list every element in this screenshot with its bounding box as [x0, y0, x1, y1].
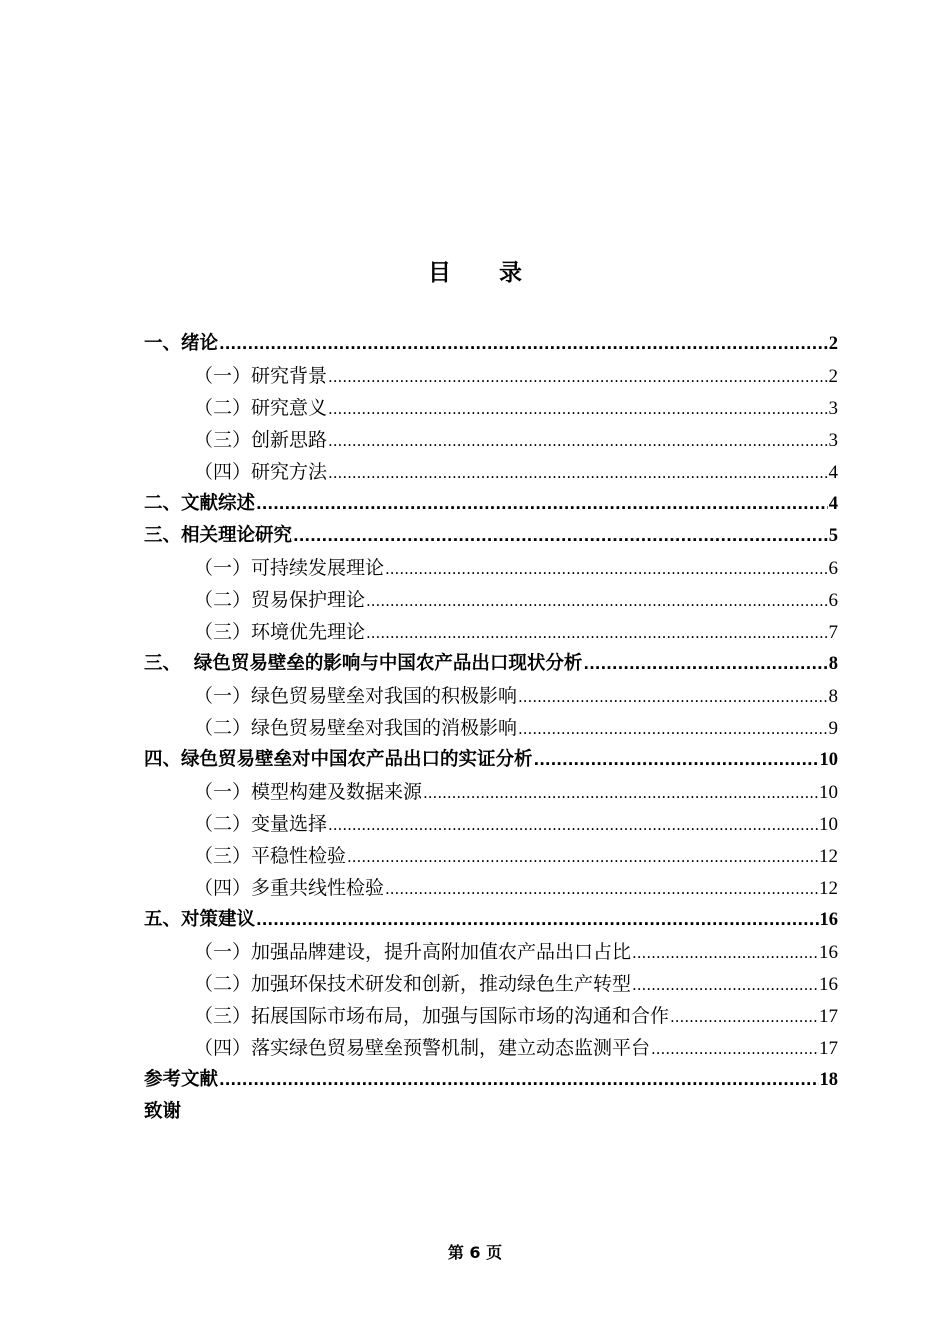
toc-entry-page: 10 [819, 782, 838, 803]
toc-leader-dots [518, 680, 827, 713]
toc-entry-label: 五、对策建议 [144, 909, 256, 930]
toc-entry-model-and-data[interactable] [144, 776, 838, 808]
toc-leader-dots [256, 904, 818, 936]
toc-entry-research-significance[interactable] [144, 392, 838, 424]
toc-entry-research-methods[interactable] [144, 456, 838, 488]
toc-entry-page: 17 [819, 1038, 838, 1059]
toc-entry-label: （二）变量选择 [194, 813, 328, 835]
toc-leader-dots [328, 424, 827, 457]
toc-entry-label: （二）加强环保技术研发和创新，推动绿色生产转型 [194, 973, 632, 995]
toc-entry-label: 四、绿色贸易壁垒对中国农产品出口的实证分析 [144, 749, 533, 770]
toc-entry-label: 一、绪论 [144, 333, 219, 354]
toc-entry-page: 16 [819, 910, 838, 930]
toc-title-part2: 录 [499, 260, 522, 286]
toc-leader-dots [583, 648, 827, 680]
toc-entry-page: 6 [828, 558, 838, 579]
toc-entry-label: （二）绿色贸易壁垒对我国的消极影响 [194, 717, 518, 739]
toc-entry-label: 三、相关理论研究 [144, 525, 293, 546]
toc-entry-page: 12 [819, 878, 838, 899]
toc-entry-page: 4 [828, 462, 838, 483]
toc-entry-page: 16 [819, 974, 838, 995]
toc-title [0, 254, 950, 287]
toc-entry-label: （三）环境优先理论 [194, 621, 366, 643]
toc-entry-page: 4 [828, 494, 838, 514]
toc-entry-innovation[interactable] [144, 424, 838, 456]
toc-entry-trade-protection[interactable] [144, 584, 838, 616]
toc-entry-page: 17 [819, 1006, 838, 1027]
toc-leader-dots [632, 936, 818, 969]
toc-entry-page: 3 [828, 398, 838, 419]
toc-entry-page: 9 [828, 718, 838, 739]
toc-entry-label: 三、 绿色贸易壁垒的影响与中国农产品出口现状分析 [144, 653, 583, 674]
toc-entry-stationarity-test[interactable] [144, 840, 838, 872]
toc-entry-label: （二）贸易保护理论 [194, 589, 366, 611]
toc-entry-introduction[interactable] [144, 328, 838, 360]
toc-leader-dots [366, 584, 827, 617]
toc-entry-negative-impact[interactable] [144, 712, 838, 744]
toc-entry-multicollinearity-test[interactable] [144, 872, 838, 904]
toc-leader-dots [366, 616, 827, 649]
toc-leader-dots [256, 488, 828, 520]
toc-entry-label: 致谢 [144, 1101, 182, 1122]
toc-entry-references[interactable] [144, 1064, 838, 1096]
toc-entry-acknowledgements[interactable] [144, 1096, 838, 1128]
toc-entry-label: 二、文献综述 [144, 493, 256, 514]
toc-entry-sustainable-development[interactable] [144, 552, 838, 584]
toc-leader-dots [328, 360, 827, 393]
toc-entry-market-expansion[interactable] [144, 1000, 838, 1032]
toc-leader-dots [385, 552, 827, 585]
toc-entry-page: 10 [819, 750, 838, 770]
toc-entry-environment-priority[interactable] [144, 616, 838, 648]
toc-entry-recommendations[interactable] [144, 904, 838, 936]
toc-entry-page: 8 [828, 686, 838, 707]
toc-entry-page: 2 [828, 366, 838, 387]
toc-title-part1: 目 [428, 260, 451, 286]
toc-entry-label: （四）落实绿色贸易壁垒预警机制，建立动态监测平台 [194, 1037, 651, 1059]
toc-leader-dots [347, 840, 818, 873]
toc-entry-literature-review[interactable] [144, 488, 838, 520]
toc-entry-page: 8 [828, 654, 838, 674]
toc-entry-label: （一）研究背景 [194, 365, 328, 387]
toc-entry-page: 16 [819, 942, 838, 963]
toc-entry-page: 6 [828, 590, 838, 611]
toc-entry-empirical-analysis[interactable] [144, 744, 838, 776]
toc-entry-page: 3 [828, 430, 838, 451]
toc-entry-research-background[interactable] [144, 360, 838, 392]
toc-entry-label: （三）创新思路 [194, 429, 328, 451]
toc-leader-dots [423, 776, 818, 809]
toc-entry-label: 参考文献 [144, 1069, 219, 1090]
toc-entry-brand-building[interactable] [144, 936, 838, 968]
toc-leader-dots [651, 1032, 818, 1065]
toc-leader-dots [385, 872, 818, 905]
toc-entry-label: （一）绿色贸易壁垒对我国的积极影响 [194, 685, 518, 707]
toc-entry-page: 10 [819, 814, 838, 835]
toc-entry-related-theory[interactable] [144, 520, 838, 552]
toc-entry-label: （二）研究意义 [194, 397, 328, 419]
toc-leader-dots [293, 520, 828, 552]
toc-entry-early-warning[interactable] [144, 1032, 838, 1064]
toc-entry-positive-impact[interactable] [144, 680, 838, 712]
toc-leader-dots [219, 328, 828, 360]
toc-leader-dots [219, 1064, 818, 1096]
toc-entry-label: （四）多重共线性检验 [194, 877, 385, 899]
toc-leader-dots [328, 392, 827, 425]
toc-leader-dots [518, 712, 827, 745]
toc-entry-variable-selection[interactable] [144, 808, 838, 840]
toc-entry-label: （一）加强品牌建设，提升高附加值农产品出口占比 [194, 941, 632, 963]
toc-leader-dots [670, 1000, 818, 1033]
toc-entry-page: 5 [828, 526, 838, 546]
toc-leader-dots [534, 744, 819, 776]
toc-entry-label: （三）平稳性检验 [194, 845, 347, 867]
toc-entry-label: （一）可持续发展理论 [194, 557, 385, 579]
page-footer [0, 1240, 950, 1263]
toc-entry-page: 18 [819, 1070, 838, 1090]
toc-entry-page: 12 [819, 846, 838, 867]
toc-entry-label: （一）模型构建及数据来源 [194, 781, 423, 803]
toc-leader-dots [632, 968, 818, 1001]
toc-leader-dots [328, 456, 827, 489]
toc-entry-label: （三）拓展国际市场布局，加强与国际市场的沟通和合作 [194, 1005, 670, 1027]
table-of-contents [144, 328, 838, 1128]
toc-entry-impact-and-status[interactable] [144, 648, 838, 680]
toc-entry-label: （四）研究方法 [194, 461, 328, 483]
toc-entry-page: 2 [828, 334, 838, 354]
toc-entry-green-tech[interactable] [144, 968, 838, 1000]
toc-entry-page: 7 [828, 622, 838, 643]
toc-leader-dots [328, 808, 818, 841]
page-number-label: 第 6 页 [447, 1243, 503, 1262]
